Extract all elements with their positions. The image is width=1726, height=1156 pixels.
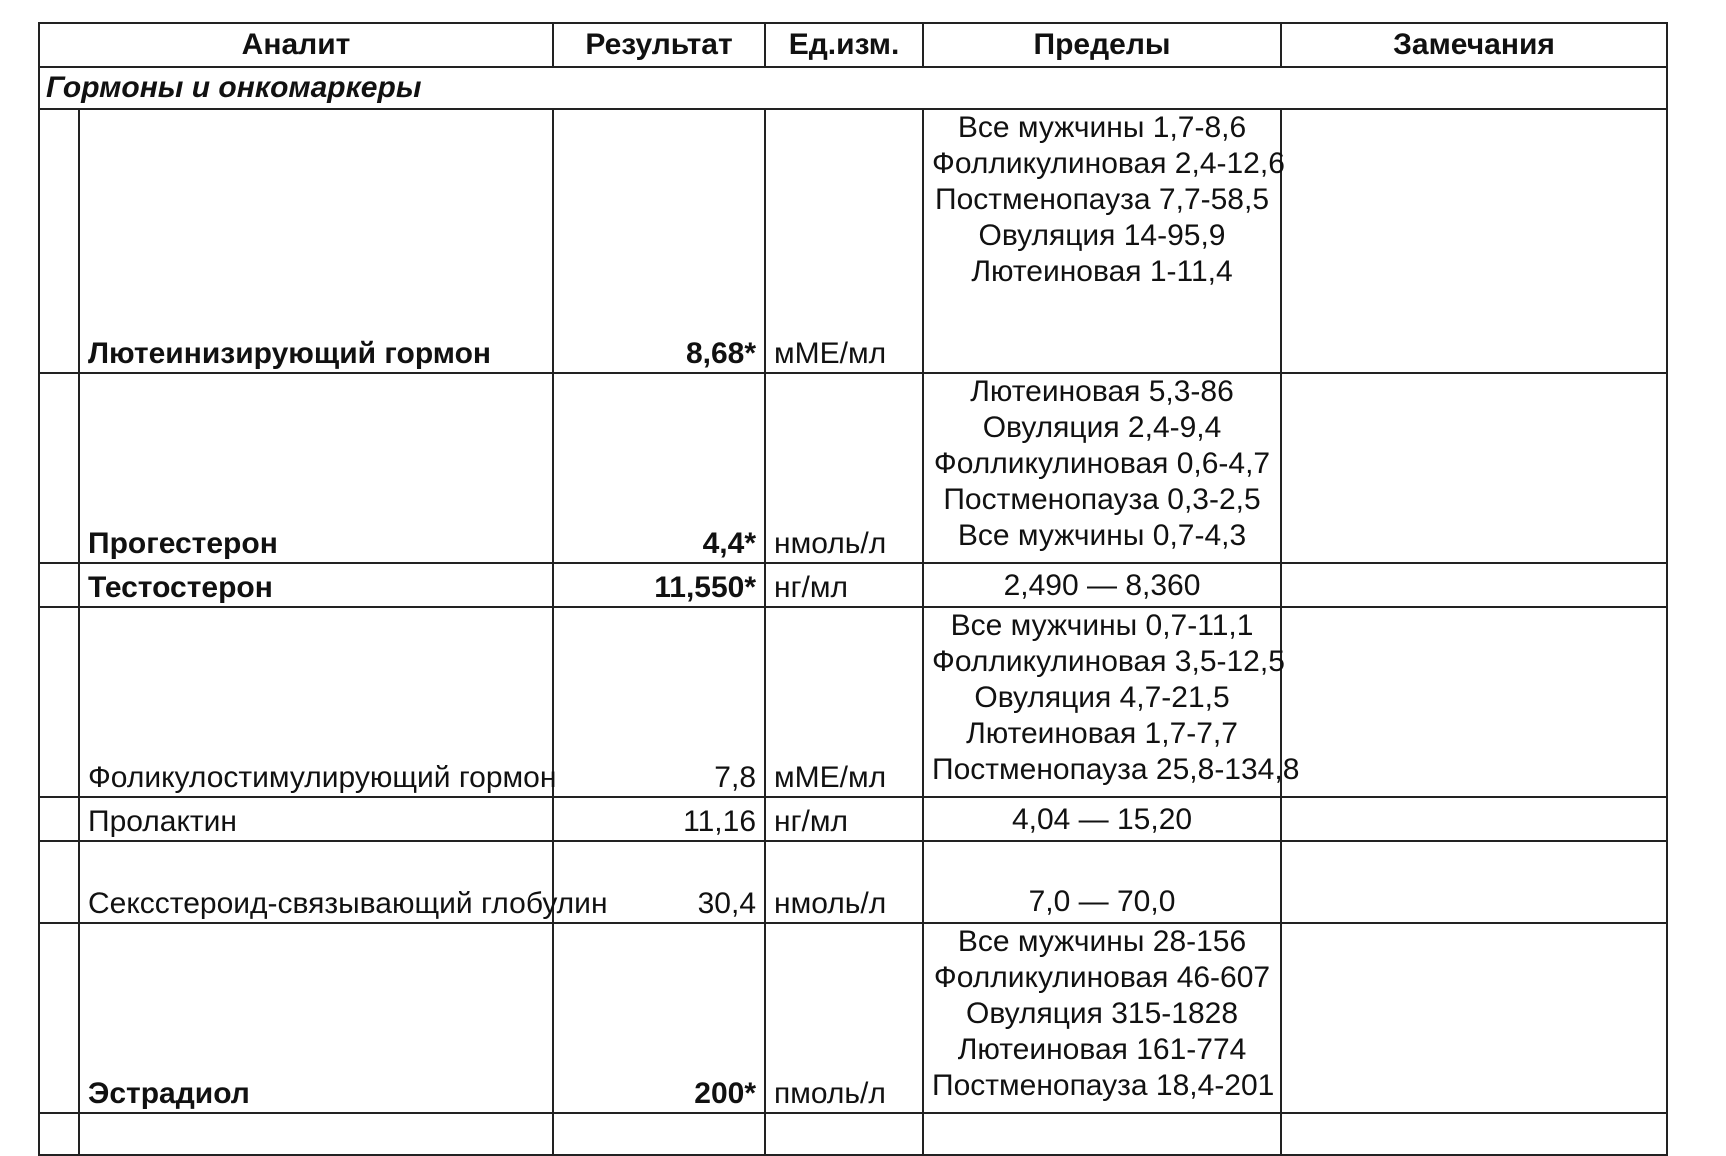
header-limits: Пределы bbox=[923, 23, 1281, 67]
notes-cell bbox=[1281, 923, 1667, 1113]
result-value bbox=[553, 1113, 765, 1155]
unit-value: нг/мл bbox=[765, 797, 923, 841]
unit-value: нг/мл bbox=[765, 563, 923, 607]
limit-line: Овуляция 4,7-21,5 bbox=[974, 681, 1230, 714]
table-row bbox=[39, 797, 1667, 841]
notes-cell bbox=[1281, 373, 1667, 563]
unit-value: мМЕ/мл bbox=[765, 607, 923, 797]
result-value: 30,4 bbox=[553, 841, 765, 923]
limit-line: 4,04 — 15,20 bbox=[1011, 803, 1193, 836]
limit-line: Овуляция 2,4-9,4 bbox=[982, 411, 1222, 444]
header-notes: Замечания bbox=[1281, 23, 1667, 67]
table-row-cutoff bbox=[39, 1113, 1667, 1155]
unit-value: мМЕ/мл bbox=[765, 109, 923, 373]
reference-limits bbox=[923, 923, 1281, 1113]
limit-line: Постменопауза 18,4-201 bbox=[932, 1069, 1275, 1102]
reference-limits bbox=[923, 373, 1281, 563]
unit-value: нмоль/л bbox=[765, 841, 923, 923]
notes-cell bbox=[1281, 797, 1667, 841]
reference-limits bbox=[923, 607, 1300, 797]
indent-cell bbox=[39, 1113, 79, 1155]
indent-cell bbox=[39, 607, 79, 797]
limit-line: Лютеиновая 5,3-86 bbox=[970, 375, 1234, 408]
analyte-name: Эстрадиол bbox=[79, 923, 553, 1113]
header-result: Результат bbox=[553, 23, 765, 67]
table-row bbox=[39, 607, 1667, 797]
notes-cell bbox=[1281, 841, 1667, 923]
result-value: 11,550* bbox=[553, 563, 765, 607]
section-row bbox=[39, 67, 1667, 109]
result-value: 4,4* bbox=[553, 373, 765, 563]
notes-cell bbox=[1281, 607, 1667, 797]
notes-cell bbox=[1281, 109, 1667, 373]
limit-line: Все мужчины 0,7-11,1 bbox=[950, 609, 1254, 642]
analyte-name bbox=[79, 1113, 553, 1155]
table-row bbox=[39, 563, 1667, 607]
limit-line: Фолликулиновая 3,5-12,5 bbox=[932, 645, 1285, 678]
reference-limits bbox=[923, 109, 1285, 373]
limit-line: Постменопауза 25,8-134,8 bbox=[932, 753, 1300, 786]
result-value: 11,16 bbox=[553, 797, 765, 841]
analyte-name: Лютеинизирующий гормон bbox=[79, 109, 553, 373]
indent-cell bbox=[39, 841, 79, 923]
indent-cell bbox=[39, 373, 79, 563]
analyte-name: Тестостерон bbox=[79, 563, 553, 607]
limit-line: Фолликулиновая 2,4-12,6 bbox=[932, 147, 1285, 180]
header-row bbox=[39, 23, 1667, 67]
result-value: 7,8 bbox=[553, 607, 765, 797]
limit-line: 7,0 — 70,0 bbox=[1028, 885, 1176, 918]
indent-cell bbox=[39, 923, 79, 1113]
limit-line: Лютеиновая 1-11,4 bbox=[971, 255, 1233, 288]
indent-cell bbox=[39, 109, 79, 373]
reference-limits bbox=[923, 841, 1281, 923]
reference-limits bbox=[923, 797, 1281, 841]
limit-line: Овуляция 14-95,9 bbox=[978, 219, 1226, 252]
reference-limits bbox=[923, 563, 1281, 607]
unit-value: пмоль/л bbox=[765, 923, 923, 1113]
analyte-name: Фоликулостимулирующий гормон bbox=[79, 607, 553, 797]
limit-line: Все мужчины 28-156 bbox=[957, 925, 1247, 958]
notes-cell bbox=[1281, 563, 1667, 607]
unit-value: нмоль/л bbox=[765, 373, 923, 563]
analyte-name: Сексстероид-связывающий глобулин bbox=[79, 841, 553, 923]
limit-line: Фолликулиновая 46-607 bbox=[933, 961, 1271, 994]
limit-line: Лютеиновая 1,7-7,7 bbox=[966, 717, 1238, 750]
limit-line: Фолликулиновая 0,6-4,7 bbox=[933, 447, 1271, 480]
limit-line: Овуляция 315-1828 bbox=[966, 997, 1239, 1030]
indent-cell bbox=[39, 797, 79, 841]
result-value: 8,68* bbox=[553, 109, 765, 373]
table-row bbox=[39, 373, 1667, 563]
notes-cell bbox=[1281, 1113, 1667, 1155]
limit-line: Все мужчины 0,7-4,3 bbox=[957, 519, 1247, 552]
results-table bbox=[38, 22, 1668, 1156]
limit-line: Лютеиновая 161-774 bbox=[957, 1033, 1247, 1066]
table-row bbox=[39, 109, 1667, 373]
table-row bbox=[39, 841, 1667, 923]
limit-line: Постменопауза 7,7-58,5 bbox=[935, 183, 1270, 216]
section-title: Гормоны и онкомаркеры bbox=[39, 67, 1667, 109]
header-unit: Ед.изм. bbox=[765, 23, 923, 67]
indent-cell bbox=[39, 563, 79, 607]
limit-line: Все мужчины 1,7-8,6 bbox=[957, 111, 1247, 144]
header-analyte: Аналит bbox=[39, 23, 553, 67]
table-row bbox=[39, 923, 1667, 1113]
limit-line: Постменопауза 0,3-2,5 bbox=[943, 483, 1261, 516]
analyte-name: Пролактин bbox=[79, 797, 553, 841]
unit-value bbox=[765, 1113, 923, 1155]
reference-limits bbox=[923, 1113, 1281, 1155]
analyte-name: Прогестерон bbox=[79, 373, 553, 563]
result-value: 200* bbox=[553, 923, 765, 1113]
limit-line: 2,490 — 8,360 bbox=[1003, 569, 1201, 602]
